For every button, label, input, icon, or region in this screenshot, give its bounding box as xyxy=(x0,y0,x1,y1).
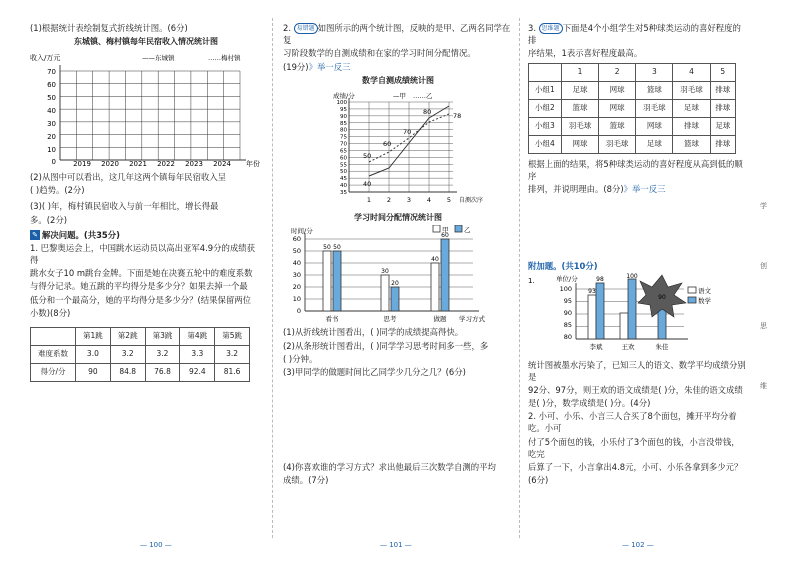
bonus-y-ticks xyxy=(560,285,572,341)
time-y-ticks xyxy=(293,235,301,315)
y-tick: 95 xyxy=(563,297,572,306)
p3-score: 排列，并说明理由。(8分) xyxy=(528,183,624,194)
data-label: 70 xyxy=(403,128,412,137)
score-grid xyxy=(349,98,457,192)
table-cell: 排球 xyxy=(673,117,710,135)
p2-score: (19分) xyxy=(283,61,309,72)
table-cell: 网球 xyxy=(561,135,598,153)
y-tick: 35 xyxy=(340,190,347,197)
table-cell: 3.2 xyxy=(110,346,145,364)
table-cell: 排球 xyxy=(710,135,735,153)
bar-value-label: 30 xyxy=(381,268,389,276)
table-row xyxy=(529,117,736,135)
p2-number: 2. xyxy=(283,23,291,33)
bar-value-label: 100 xyxy=(626,273,638,281)
b1-text-b: 92分、97分，则王欢的语文成绩是( )分，朱佳的语文成绩 xyxy=(528,384,743,395)
p2-q1: (1)从折线统计图看出，( )同学的成绩提高得快。 xyxy=(283,327,464,338)
p3-text-d xyxy=(528,183,746,195)
x-tick: 2020 xyxy=(101,159,119,168)
time-legend-yi: 乙 xyxy=(464,226,471,235)
y-tick: 50 xyxy=(292,247,301,256)
y-tick: 60 xyxy=(292,235,301,244)
score-legend-jia: —甲 xyxy=(393,92,406,101)
table-row xyxy=(529,81,736,99)
table-cell: 1 xyxy=(561,63,598,81)
bonus-bar-chart xyxy=(528,273,746,351)
x-tick: 5 xyxy=(446,196,452,205)
section-icon: ✎ xyxy=(30,230,40,240)
page-number-100: — 100 — xyxy=(140,541,172,549)
p2-q2a: (2)从条形统计图看出，( )同学学习思考时间多一些，多 xyxy=(283,340,489,351)
category-label: 王欢 xyxy=(621,343,635,352)
table-cell: 足球 xyxy=(673,99,710,117)
p2-q4a: (4)你喜欢谁的学习方式？求出他最后三次数学自测的平均 xyxy=(283,462,496,473)
p3-link[interactable]: 》举一反三 xyxy=(623,183,666,194)
table-cell: 小组2 xyxy=(529,99,562,117)
side-margin-text xyxy=(760,176,767,416)
table-cell: 5 xyxy=(710,63,735,81)
p2-text-b: 习阶段数学的自测成绩和在家的学习时间分配情况。 xyxy=(283,48,476,59)
p3-text-a xyxy=(528,22,746,46)
table-cell: 第4跳 xyxy=(180,328,215,346)
x-tick: 2019 xyxy=(73,159,91,168)
y-tick: 75 xyxy=(340,134,347,141)
y-tick: 20 xyxy=(292,283,301,292)
p3-number: 3. xyxy=(528,23,536,33)
score-x-axis-label: 自测次序 xyxy=(459,197,484,205)
y-tick: 40 xyxy=(292,259,301,268)
table-cell: 排球 xyxy=(710,99,735,117)
table-cell: 3.2 xyxy=(145,346,180,364)
page-102 xyxy=(528,22,746,487)
bar-value-label: 50 xyxy=(323,244,331,252)
line-chart-title: 东城镇、梅村镇每年民宿收入情况统计图 xyxy=(74,37,218,47)
y-tick-labels xyxy=(47,68,56,166)
x-tick: 2022 xyxy=(157,159,175,168)
bonus-legend-math: 数学 xyxy=(698,297,711,306)
table-cell: 第1跳 xyxy=(76,328,111,346)
p3-text-b: 序结果，1表示喜好程度最高。 xyxy=(528,48,643,59)
table-cell: 小组4 xyxy=(529,135,562,153)
p1-text-a: 1. 巴黎奥运会上，中国跳水运动员以高出亚军4.9分的成绩获得 xyxy=(30,242,255,266)
divider-left xyxy=(272,18,273,538)
bonus-number: 1. xyxy=(528,277,535,286)
line-chart-ylabel: 收入/万元 xyxy=(30,53,61,62)
time-bar-chart xyxy=(283,225,513,323)
bar-value-label: 40 xyxy=(431,256,439,264)
p2-text: 如图所示的两个统计图，反映的是甲、乙两名同学在复 xyxy=(283,23,511,46)
table-cell: 小组1 xyxy=(529,81,562,99)
y-tick: 0 xyxy=(296,307,301,316)
section-heading xyxy=(30,229,262,241)
table-row xyxy=(529,63,736,81)
page-number-101: — 101 — xyxy=(380,541,412,549)
bar-yi-zuoti xyxy=(441,239,449,311)
table-row xyxy=(31,328,250,346)
time-chart-ylabel: 时间/分 xyxy=(291,227,313,236)
bar-value-label: 20 xyxy=(391,280,399,288)
legend-math-swatch xyxy=(688,297,696,303)
time-chart-title: 学习时间分配情况统计图 xyxy=(354,212,442,222)
category-label: 看书 xyxy=(325,315,339,324)
x-tick: 2023 xyxy=(185,159,203,168)
score-x-ticks xyxy=(367,196,483,204)
data-label: 80 xyxy=(423,108,432,117)
table-cell: 84.8 xyxy=(110,364,145,382)
bonus-chart-ylabel: 单位/分 xyxy=(556,275,578,284)
side-char: 创 xyxy=(760,262,767,270)
bar-value-label: 93 xyxy=(588,288,596,296)
p2-text-a xyxy=(283,22,513,46)
bar-jia-kanshu xyxy=(323,251,331,311)
bar-libin-chinese xyxy=(588,295,596,339)
table-cell: 网球 xyxy=(636,117,673,135)
table-cell xyxy=(529,63,562,81)
x-tick: 2021 xyxy=(129,159,147,168)
bar-yi-sikao xyxy=(391,287,399,311)
line-chart-legend-meicun: ……梅村镇 xyxy=(208,53,241,62)
p1-text-b: 跳水女子10 m跳台金牌。下面是她在决赛五轮中的难度系数 xyxy=(30,268,253,279)
x-tick: 3 xyxy=(406,196,412,205)
table-cell: 篮球 xyxy=(673,135,710,153)
legend-chinese-swatch xyxy=(688,287,696,293)
table-cell: 难度系数 xyxy=(31,346,76,364)
table-cell: 4 xyxy=(673,63,710,81)
score-legend-yi: ……乙 xyxy=(413,92,433,101)
table-cell: 足球 xyxy=(636,135,673,153)
p2-q2b: ( )分钟。 xyxy=(283,353,318,364)
score-chart-ylabel: 成绩/分 xyxy=(333,92,355,101)
side-char: 学 xyxy=(760,202,767,210)
answer-space xyxy=(283,379,513,461)
data-label: 50 xyxy=(363,152,372,161)
category-label: 李斌 xyxy=(589,343,603,352)
score-y-ticks xyxy=(337,100,348,196)
side-char: 维 xyxy=(760,382,767,390)
table-row xyxy=(529,99,736,117)
table-row xyxy=(31,346,250,364)
x-tick: 4 xyxy=(426,196,432,205)
table-row xyxy=(529,135,736,153)
p2-q4b: 成绩。(7分) xyxy=(283,475,329,486)
table-cell: 网球 xyxy=(599,99,636,117)
y-tick: 40 xyxy=(47,106,56,115)
table-cell: 第2跳 xyxy=(110,328,145,346)
y-tick: 0 xyxy=(51,157,56,166)
data-label: 60 xyxy=(383,140,392,149)
b2-text-b: 付了5个面包的钱，小乐付了3个面包的钱，小言没带钱，吃完 xyxy=(528,436,740,459)
table-cell: 3.2 xyxy=(215,346,250,364)
p2-tag: 易错题 xyxy=(294,23,318,34)
table-cell: 羽毛球 xyxy=(599,135,636,153)
y-tick: 40 xyxy=(340,183,347,190)
answer-space xyxy=(528,196,746,260)
page-number-102: — 102 — xyxy=(622,541,654,549)
table-row xyxy=(31,364,250,382)
category-label: 朱佳 xyxy=(655,343,669,352)
q2-text-b: ( )趋势。(2分) xyxy=(30,185,85,196)
bar-yi-kanshu xyxy=(333,251,341,311)
table-cell: 篮球 xyxy=(636,81,673,99)
b1-text-c: 是( )分，数学成绩是( )分。(4分) xyxy=(528,398,651,409)
table-cell: 羽毛球 xyxy=(636,99,673,117)
y-tick: 30 xyxy=(292,271,301,280)
p2-q3: (3)甲同学的做题时间比乙同学少几分之几？(6分) xyxy=(283,366,466,377)
score-chart-title: 数学自测成绩统计图 xyxy=(362,75,434,85)
y-tick: 80 xyxy=(563,333,572,342)
b2-text-d: (6分) xyxy=(528,475,549,486)
x-tick: 2 xyxy=(386,196,392,205)
bar-wanghuan-chinese xyxy=(620,313,628,339)
table-cell: 羽毛球 xyxy=(673,81,710,99)
bonus-legend-chinese: 语文 xyxy=(698,287,711,296)
b2-text-c: 后算了一下，小言拿出4.8元，小可、小乐各拿到多少元？ xyxy=(528,462,743,472)
table-cell: 排球 xyxy=(710,81,735,99)
side-char: 思 xyxy=(760,322,767,330)
y-tick: 50 xyxy=(340,169,347,176)
x-tick: 1 xyxy=(366,196,372,205)
legend-jia-swatch xyxy=(433,225,440,232)
p2-link[interactable]: 》举一反三 xyxy=(308,61,351,72)
y-tick: 30 xyxy=(47,119,56,128)
bonus-heading: 附加题。(共10分) xyxy=(528,261,598,272)
table-cell: 3.3 xyxy=(180,346,215,364)
y-tick: 60 xyxy=(47,80,56,89)
y-tick: 80 xyxy=(340,128,347,135)
table-cell: 92.4 xyxy=(180,364,215,382)
divider-right xyxy=(519,18,520,538)
table-cell: 网球 xyxy=(599,81,636,99)
dive-score-table xyxy=(30,327,250,382)
y-tick: 55 xyxy=(340,162,347,169)
category-label: 做题 xyxy=(433,315,447,324)
b1-text-a: 统计图被墨水污染了，已知三人的语文、数学平均成绩分别是 xyxy=(528,359,746,382)
p2-text-c xyxy=(283,61,513,73)
bar-value-label: 50 xyxy=(333,244,341,252)
y-tick: 65 xyxy=(340,148,347,155)
category-label: 思考 xyxy=(383,315,397,324)
line-chart-grid xyxy=(30,50,262,168)
grid-lines xyxy=(60,65,246,160)
legend-yi-swatch xyxy=(455,225,462,232)
page-101 xyxy=(283,22,513,487)
table-cell: 篮球 xyxy=(561,99,598,117)
table-cell: 第3跳 xyxy=(145,328,180,346)
table-cell: 81.6 xyxy=(215,364,250,382)
p3-text: 下面是4个小组学生对5种球类运动的喜好程度的排 xyxy=(528,23,741,46)
section-title: 解决问题。(共35分) xyxy=(42,229,120,240)
time-legend-jia: 甲 xyxy=(442,226,449,235)
b2-text-a: 2. 小可、小乐、小言三人合买了8个面包，摊开平均分着吃。小可 xyxy=(528,411,737,434)
y-tick: 100 xyxy=(559,285,572,294)
y-tick: 10 xyxy=(47,145,56,154)
bar-jia-zuoti xyxy=(431,263,439,311)
bar-wanghuan-math xyxy=(628,279,636,339)
x-axis-label: 年份 xyxy=(246,159,260,168)
page-100 xyxy=(30,22,262,382)
bar-jia-sikao xyxy=(381,275,389,311)
table-cell: 2 xyxy=(599,63,636,81)
y-tick: 60 xyxy=(340,155,347,162)
table-cell: 足球 xyxy=(710,117,735,135)
q3-text-a: (3)( )年，梅村镇民宿收入与前一年相比，增长得最 xyxy=(30,201,219,212)
bar-libin-math xyxy=(596,283,604,339)
y-tick: 70 xyxy=(340,141,347,148)
p3-tag: 思维题 xyxy=(539,23,563,34)
bar-value-label: 60 xyxy=(441,232,449,240)
y-tick: 50 xyxy=(47,93,56,102)
y-tick: 85 xyxy=(563,321,572,330)
p1-text-e: 小数)(8分) xyxy=(30,307,71,318)
table-cell: 第5跳 xyxy=(215,328,250,346)
table-cell: 3.0 xyxy=(76,346,111,364)
table-cell: 90 xyxy=(76,364,111,382)
table-cell: 得分/分 xyxy=(31,364,76,382)
line-chart-legend-dongcheng: ——东城镇 xyxy=(142,53,175,62)
x-tick: 2024 xyxy=(213,159,231,168)
ball-preference-table xyxy=(528,63,736,154)
y-tick: 90 xyxy=(340,114,347,121)
p3-text-c: 根据上面的结果，将5种球类运动的喜好程度从高到低的顺序 xyxy=(528,158,743,181)
table-cell: 小组3 xyxy=(529,117,562,135)
y-tick: 90 xyxy=(563,309,572,318)
q3-text-b: 多。(2分) xyxy=(30,214,67,225)
q1-text: (1)根据统计表绘制复式折线统计图。(6分) xyxy=(30,23,188,33)
y-tick: 100 xyxy=(336,100,347,107)
y-tick: 20 xyxy=(47,132,56,141)
score-line-chart xyxy=(283,88,513,206)
table-cell: 足球 xyxy=(561,81,598,99)
q2-text-a: (2)从图中可以看出，这几年这两个镇每年民宿收入呈 xyxy=(30,171,227,182)
y-tick: 95 xyxy=(340,107,347,114)
p1-text-d: 低分和一个最高分，她的平均得分是多少分？(结果保留两位 xyxy=(30,294,252,305)
table-cell: 篮球 xyxy=(599,117,636,135)
data-label: 40 xyxy=(363,180,372,189)
p1-text-c: 与得分记录。她五跳的平均得分是多少分？如果去掉一个最 xyxy=(30,281,248,292)
table-cell xyxy=(31,328,76,346)
y-tick: 70 xyxy=(47,67,56,76)
y-tick: 45 xyxy=(340,176,347,183)
table-cell: 76.8 xyxy=(145,364,180,382)
bar-value-label: 90 xyxy=(658,294,666,302)
y-tick: 10 xyxy=(292,295,301,304)
y-tick: 85 xyxy=(340,121,347,128)
data-label: 78 xyxy=(453,112,462,121)
table-cell: 羽毛球 xyxy=(561,117,598,135)
table-cell: 3 xyxy=(636,63,673,81)
bar-value-label: 98 xyxy=(596,276,604,284)
time-x-axis-label: 学习方式 xyxy=(459,315,485,324)
